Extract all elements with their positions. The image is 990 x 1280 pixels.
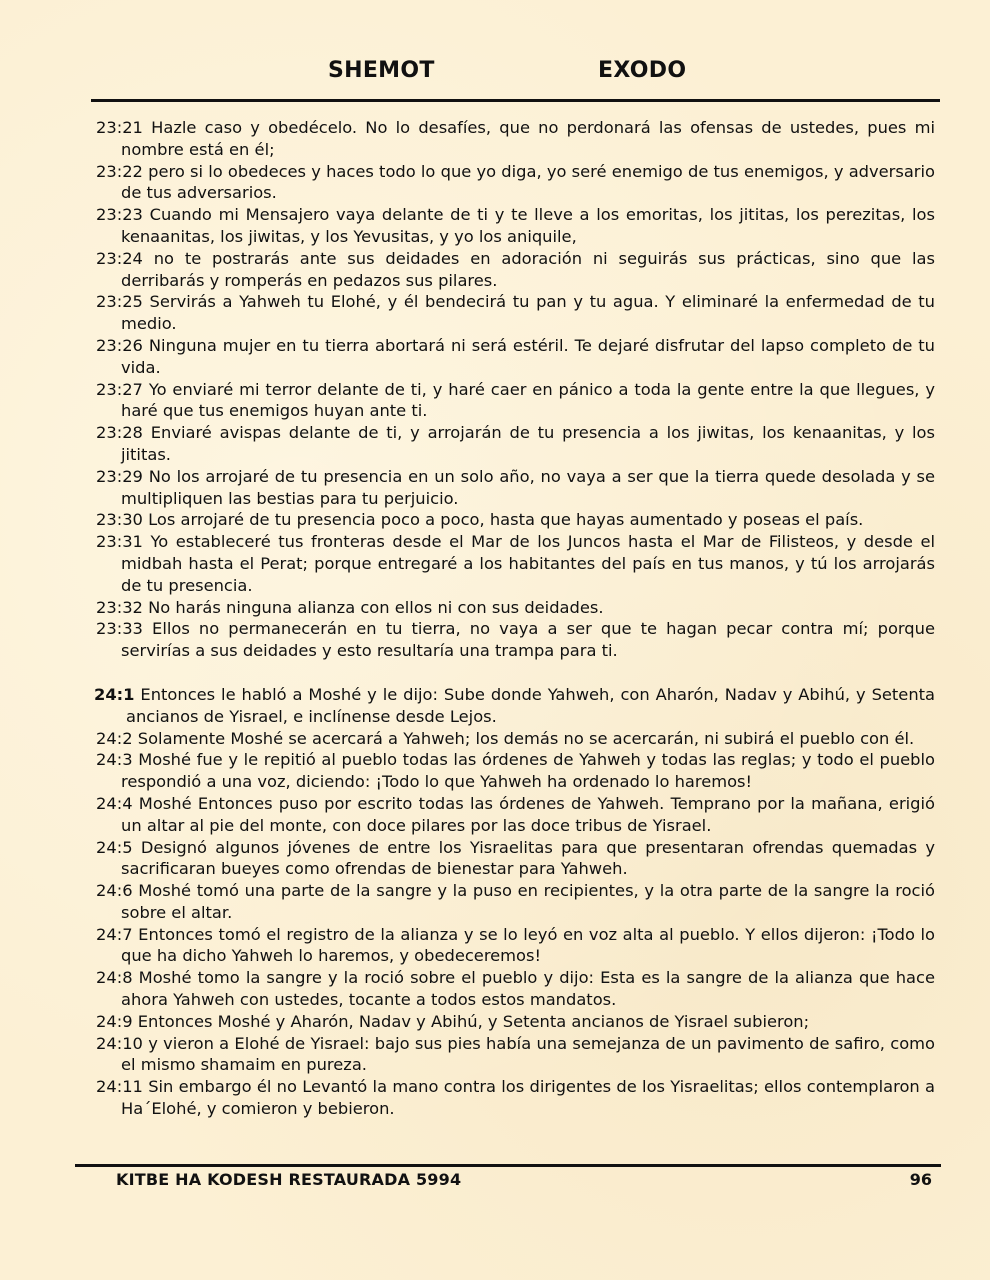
verse <box>96 1011 935 1033</box>
verse-text: Designó algunos jóvenes de entre los Yisraelitas para que presentaran ofrendas quemadas y sacrificaran bueyes como ofrendas de bienestar para Yahweh. <box>121 837 935 879</box>
verse <box>96 117 935 161</box>
verse <box>96 618 935 662</box>
verse-text: Moshé tomó una parte de la sangre y la puso en recipientes, y la otra parte de la sangre la roció sobre el altar. <box>121 881 935 922</box>
verse-ref: 24:6 <box>96 881 133 901</box>
verse <box>96 422 935 466</box>
verse <box>96 728 935 750</box>
verse <box>96 204 935 248</box>
verse-ref: 23:31 <box>96 532 143 552</box>
verse-text: pero si lo obedeces y haces todo lo que yo diga, yo seré enemigo de tus enemigos, y adversario de tus adversarios. <box>121 161 935 203</box>
header-title-hebrew: SHEMOT <box>328 58 435 83</box>
verse-text: Yo estableceré tus fronteras desde el Mar de los Juncos hasta el Mar de Filisteos, y desde el midbah hasta el Perat; porque entregaré a los habitantes del país en tus manos, y tú los arrojarás de tu presencia. <box>121 532 935 595</box>
verse-text: Sin embargo él no Levantó la mano contra los dirigentes de los Yisraelitas; ellos contemplaron a Ha´Elohé, y comieron y bebieron. <box>121 1077 935 1119</box>
verse <box>96 967 935 1011</box>
verse-text: Los arrojaré de tu presencia poco a poco, hasta que hayas aumentado y poseas el país. <box>148 510 864 530</box>
verse <box>96 837 935 881</box>
verse-text: Servirás a Yahweh tu Elohé, y él bendecirá tu pan y tu agua. Y eliminaré la enfermedad de tu medio. <box>121 292 935 334</box>
verse-ref: 23:33 <box>96 619 143 639</box>
verse-ref: 23:21 <box>96 118 143 137</box>
verse-text: Entonces le habló a Moshé y le dijo: Sube donde Yahweh, con Aharón, Nadav y Abihú, y Setenta ancianos de Yisrael, e inclínense desde Lejos. <box>126 684 935 726</box>
verse-ref: 23:23 <box>96 205 143 225</box>
verse-text: Moshé Entonces puso por escrito todas las órdenes de Yahweh. Temprano por la mañana, erigió un altar al pie del monte, con doce pilares por las doce tribus de Yisrael. <box>121 793 935 835</box>
page-number: 96 <box>909 1170 932 1189</box>
verse <box>96 1076 935 1120</box>
verse-ref: 23:24 <box>96 248 143 268</box>
verse-ref: 24:8 <box>96 968 133 988</box>
verse-ref: 24:2 <box>96 728 133 748</box>
chapter-gap <box>96 662 935 684</box>
scripture-text <box>96 117 935 1120</box>
verse-ref: 24:3 <box>96 750 133 770</box>
verse-text: no te postrarás ante sus deidades en adoración ni seguirás sus prácticas, sino que las derribarás y romperás en pedazos sus pilares. <box>121 248 935 290</box>
verse <box>96 793 935 837</box>
verse-ref: 23:28 <box>96 423 143 443</box>
verse-ref: 24:4 <box>96 793 133 813</box>
verse-ref: 24:10 <box>96 1033 143 1053</box>
verse <box>96 509 935 531</box>
verse-ref: 24:9 <box>96 1011 133 1031</box>
verse-text: Moshé fue y le repitió al pueblo todas las órdenes de Yahweh y todas las reglas; y todo el pueblo respondió a una voz, diciendo: ¡Todo lo que Yahweh ha ordenado lo haremos! <box>121 750 935 792</box>
verse <box>96 749 935 793</box>
verse <box>96 531 935 596</box>
verse <box>96 161 935 205</box>
verse-text: Cuando mi Mensajero vaya delante de ti y te lleve a los emoritas, los jititas, los perezitas, los kenaanitas, los jiwitas, y los Yevusitas, y yo los aniquile, <box>121 205 935 246</box>
verse-text: y vieron a Elohé de Yisrael: bajo sus pies había una semejanza de un pavimento de safiro, como el mismo shamaim en pureza. <box>121 1033 935 1075</box>
verse <box>96 1033 935 1077</box>
verse-ref: 24:11 <box>96 1077 143 1097</box>
verse-text: Solamente Moshé se acercará a Yahweh; los demás no se acercarán, ni subirá el pueblo con él. <box>137 728 915 748</box>
header-divider <box>91 99 940 102</box>
verse <box>96 335 935 379</box>
chapter-start-verse <box>96 684 935 728</box>
verse-text: Yo enviaré mi terror delante de ti, y haré caer en pánico a toda la gente entre la que llegues, y haré que tus enemigos huyan ante ti. <box>121 379 935 421</box>
footer-book-title: KITBE HA KODESH RESTAURADA 5994 <box>116 1170 462 1189</box>
verse <box>96 379 935 423</box>
chapter-ref: 24:1 <box>94 684 135 704</box>
verse-text: No harás ninguna alianza con ellos ni con sus deidades. <box>148 597 604 617</box>
verse <box>96 466 935 510</box>
verse-text: Ellos no permanecerán en tu tierra, no vaya a ser que te hagan pecar contra mí; porque servirías a sus deidades y esto resultaría una trampa para ti. <box>121 619 935 661</box>
header-title-spanish: EXODO <box>598 58 687 83</box>
verse-ref: 23:30 <box>96 510 143 530</box>
footer-divider <box>75 1164 941 1167</box>
verse-ref: 23:29 <box>96 466 143 486</box>
page-header <box>0 58 990 92</box>
verse <box>96 291 935 335</box>
verse-text: Entonces Moshé y Aharón, Nadav y Abihú, y Setenta ancianos de Yisrael subieron; <box>137 1011 810 1031</box>
verse-ref: 24:5 <box>96 837 133 857</box>
verse <box>96 597 935 619</box>
verse-ref: 23:25 <box>96 292 143 312</box>
verse-ref: 23:22 <box>96 161 143 181</box>
verse-ref: 23:26 <box>96 335 143 355</box>
verse-text: Ninguna mujer en tu tierra abortará ni será estéril. Te dejaré disfrutar del lapso completo de tu vida. <box>121 335 935 377</box>
verse <box>96 248 935 292</box>
verse-ref: 23:32 <box>96 597 143 617</box>
verse-text: Enviaré avispas delante de ti, y arrojarán de tu presencia a los jiwitas, los kenaanitas, y los jititas. <box>121 423 935 464</box>
verse <box>96 924 935 968</box>
verse-text: Hazle caso y obedécelo. No lo desafíes, que no perdonará las ofensas de ustedes, pues mi nombre está en él; <box>121 118 935 159</box>
verse-text: Entonces tomó el registro de la alianza y se lo leyó en voz alta al pueblo. Y ellos dijeron: ¡Todo lo que ha dicho Yahweh lo haremos, y obedeceremos! <box>121 924 935 966</box>
verse-ref: 24:7 <box>96 924 133 944</box>
verse-text: No los arrojaré de tu presencia en un solo año, no vaya a ser que la tierra quede desolada y se multipliquen las bestias para tu perjuicio. <box>121 466 935 508</box>
verse-text: Moshé tomo la sangre y la roció sobre el pueblo y dijo: Esta es la sangre de la alianza que hace ahora Yahweh con ustedes, tocante a todos estos mandatos. <box>121 968 935 1010</box>
verse-ref: 23:27 <box>96 379 143 399</box>
verse <box>96 880 935 924</box>
